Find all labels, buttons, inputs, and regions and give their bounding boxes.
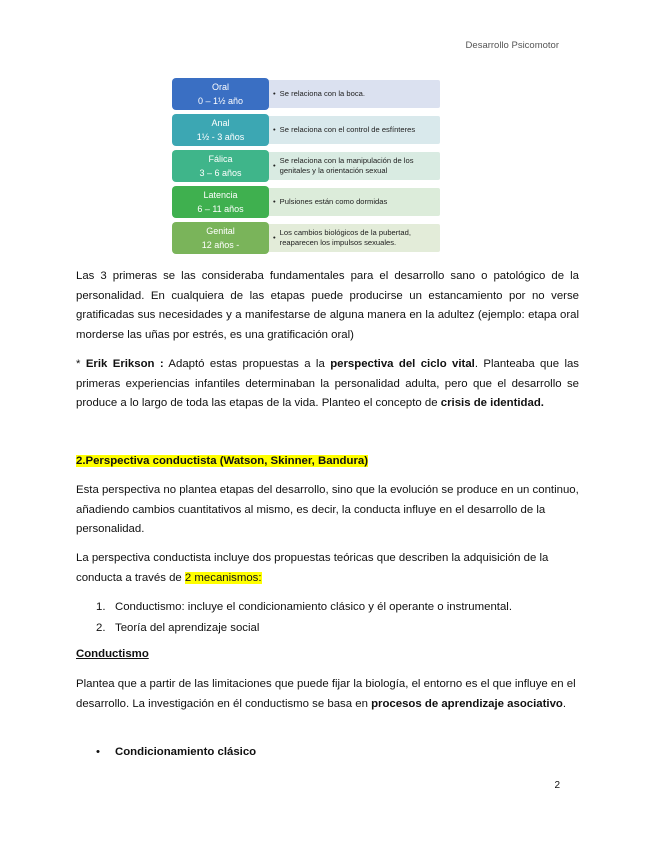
stage-description	[265, 188, 440, 216]
stage-oral	[172, 78, 442, 110]
list-item	[96, 598, 512, 616]
bullet-icon: •	[273, 197, 276, 206]
paragraph-mecanismos	[76, 549, 579, 588]
conductismo-bold: procesos de aprendizaje asociativo	[371, 697, 563, 710]
erikson-text-2: . Planteaba que las primeras experiencias infantiles determinaban la personalidad adulta, pero que el desarrollo se produce a lo largo de toda las etapas de la vida. Planteo el concepto de	[76, 358, 579, 409]
stage-name: Genital	[206, 226, 235, 236]
stage-description	[265, 116, 440, 144]
stage-anal	[172, 114, 442, 146]
stage-genital	[172, 222, 442, 254]
list-text: Conductismo: incluye el condicionamiento clásico y él operante o instrumental.	[115, 601, 512, 613]
bullet-text: Condicionamiento clásico	[115, 746, 257, 758]
stage-age: 0 – 1½ año	[197, 96, 244, 106]
stage-name: Oral	[211, 82, 229, 92]
page-number: 2	[554, 780, 560, 791]
mecanismos-text: La perspectiva conductista incluye dos propuestas teóricas que describen la adquisición de la conducta a través de	[76, 552, 549, 584]
psychosexual-stages-diagram	[172, 78, 442, 258]
stage-latencia	[172, 186, 442, 218]
mecanismos-highlight: 2 mecanismos:	[184, 571, 262, 584]
paragraph-stages-summary: Las 3 primeras se las consideraba fundamentales para el desarrollo sano o patológico de la personalidad. En cualquiera de las etapas puede producirse un estancamiento por no verse gratificadas sus necesidades y a manifestarse de alguna manera en la adultez (ejemplo: etapa oral morderse las uñas por estrés, es una gratificación oral)	[76, 270, 579, 341]
stage-name: Anal	[211, 118, 230, 128]
stage-age: 12 años -	[201, 240, 240, 250]
stage-name: Fálica	[208, 154, 233, 164]
page-header: Desarrollo Psicomotor	[465, 40, 559, 51]
paragraph-erikson	[76, 355, 579, 414]
conductismo-text: Plantea que a partir de las limitaciones que puede fijar la biología, el entorno es el que influye en el desarrollo. La investigación en él conductismo se basa en	[76, 678, 576, 710]
paragraph-conductismo	[76, 675, 579, 714]
erikson-name: Erik Erikson :	[85, 358, 164, 370]
stage-description	[265, 152, 440, 180]
stage-box	[172, 114, 269, 146]
subheading-text: Conductismo	[76, 648, 149, 660]
asterisk: *	[76, 358, 86, 370]
erikson-text-1: Adaptó estas propuestas a la	[163, 358, 331, 370]
bullet-icon: •	[273, 89, 276, 98]
stage-description	[265, 80, 440, 108]
erikson-bold-1: perspectiva del ciclo vital	[330, 358, 475, 370]
stage-description	[265, 224, 440, 252]
list-text: Teoría del aprendizaje social	[115, 622, 260, 634]
paragraph-conductista-intro: Esta perspectiva no plantea etapas del desarrollo, sino que la evolución se produce en un continuo, añadiendo cambios cuantitativos al mismo, es decir, la conducta influye en el desarrollo de la personalidad.	[76, 484, 579, 535]
stage-box	[172, 186, 269, 218]
stage-box	[172, 78, 269, 110]
stage-description-text: Los cambios biológicos de la pubertad, reaparecen los impulsos sexuales.	[279, 228, 411, 247]
stage-box	[172, 150, 269, 182]
stage-age: 3 – 6 años	[199, 168, 242, 178]
conductismo-end: .	[562, 697, 567, 710]
stage-description-text: Se relaciona con la boca.	[279, 89, 365, 98]
section-heading-text: 2.Perspectiva conductista (Watson, Skinner, Bandura)	[76, 455, 369, 467]
erikson-bold-2: crisis de identidad.	[440, 397, 544, 409]
stage-falica	[172, 150, 442, 182]
subheading	[76, 645, 579, 665]
bullet-icon: •	[273, 125, 276, 134]
list-number: 2.	[96, 622, 106, 634]
stage-age: 1½ - 3 años	[196, 132, 245, 142]
list-number: 1.	[96, 601, 106, 613]
stage-description-text: Se relaciona con el control de esfínteres	[279, 125, 416, 134]
stage-age: 6 – 11 años	[197, 204, 244, 214]
list-item	[96, 619, 259, 637]
bullet-item	[96, 743, 256, 761]
bullet-icon: •	[96, 746, 100, 758]
stage-description-text: Pulsiones están como dormidas	[279, 197, 388, 206]
section-heading	[76, 452, 579, 472]
bullet-icon: •	[273, 233, 276, 242]
stage-box	[172, 222, 269, 254]
bullet-icon: •	[273, 161, 276, 170]
stage-name: Latencia	[203, 190, 238, 200]
stage-description-text: Se relaciona con la manipulación de los genitales y la orientación sexual	[279, 156, 414, 175]
